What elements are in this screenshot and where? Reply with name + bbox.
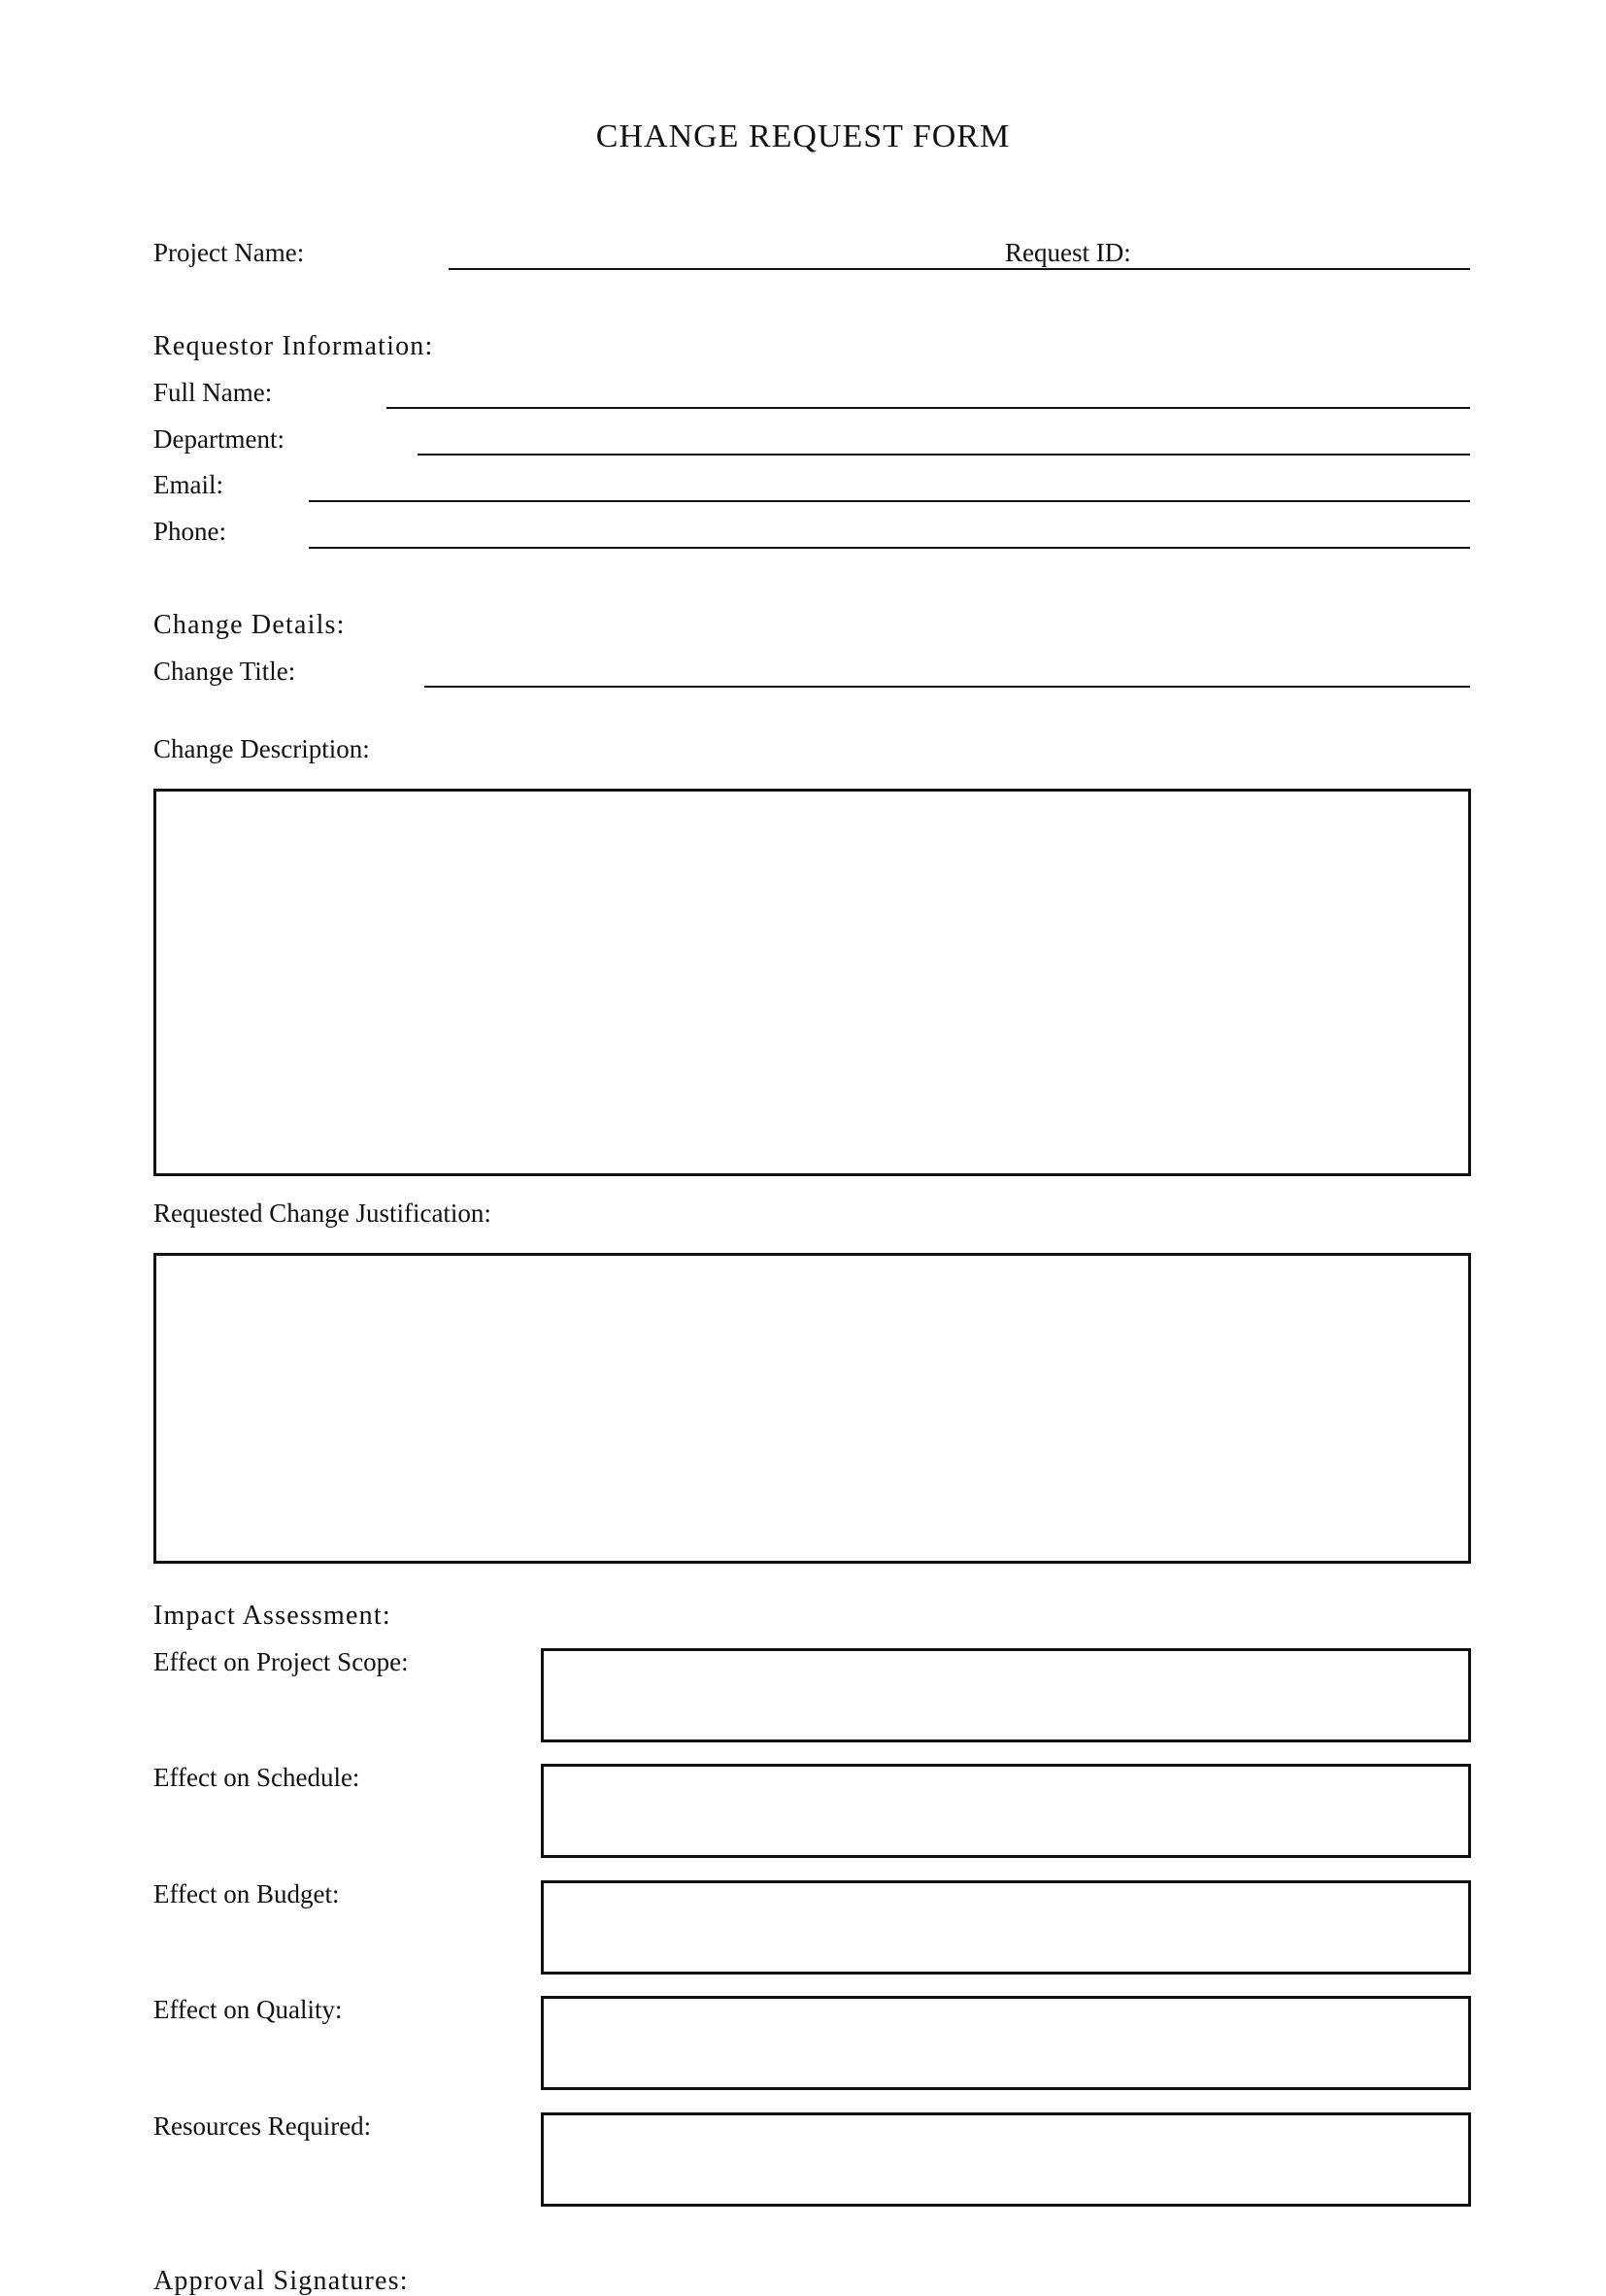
effect-quality-box[interactable] [541,1996,1471,2090]
effect-scope-box[interactable] [541,1648,1471,1742]
email-label: Email: [153,470,223,499]
effect-schedule-label: Effect on Schedule: [153,1763,360,1792]
resources-required-label: Resources Required: [153,2111,372,2141]
effect-budget-label: Effect on Budget: [153,1879,340,1908]
department-field[interactable] [418,454,1470,456]
change-details-heading: Change Details: [153,610,346,640]
phone-label: Phone: [153,517,227,546]
change-description-label: Change Description: [153,734,370,763]
department-label: Department: [153,424,284,454]
change-title-label: Change Title: [153,657,296,686]
requestor-info-heading: Requestor Information: [153,331,434,361]
change-description-box[interactable] [153,789,1471,1176]
full-name-label: Full Name: [153,378,273,407]
project-name-label: Project Name: [153,238,305,267]
phone-field[interactable] [309,547,1470,549]
resources-required-box[interactable] [541,2112,1471,2207]
justification-box[interactable] [153,1253,1471,1564]
approval-signatures-heading: Approval Signatures: [153,2266,409,2296]
full-name-field[interactable] [386,407,1470,409]
effect-scope-label: Effect on Project Scope: [153,1647,409,1676]
effect-quality-label: Effect on Quality: [153,1995,343,2024]
request-id-label: Request ID: [1005,238,1131,267]
effect-schedule-box[interactable] [541,1764,1471,1858]
email-field[interactable] [309,500,1470,502]
effect-budget-box[interactable] [541,1880,1471,1975]
form-title: CHANGE REQUEST FORM [595,118,1011,154]
project-name-field[interactable] [449,268,1470,270]
justification-label: Requested Change Justification: [153,1199,491,1228]
change-title-field[interactable] [424,686,1470,688]
impact-assessment-heading: Impact Assessment: [153,1601,391,1631]
